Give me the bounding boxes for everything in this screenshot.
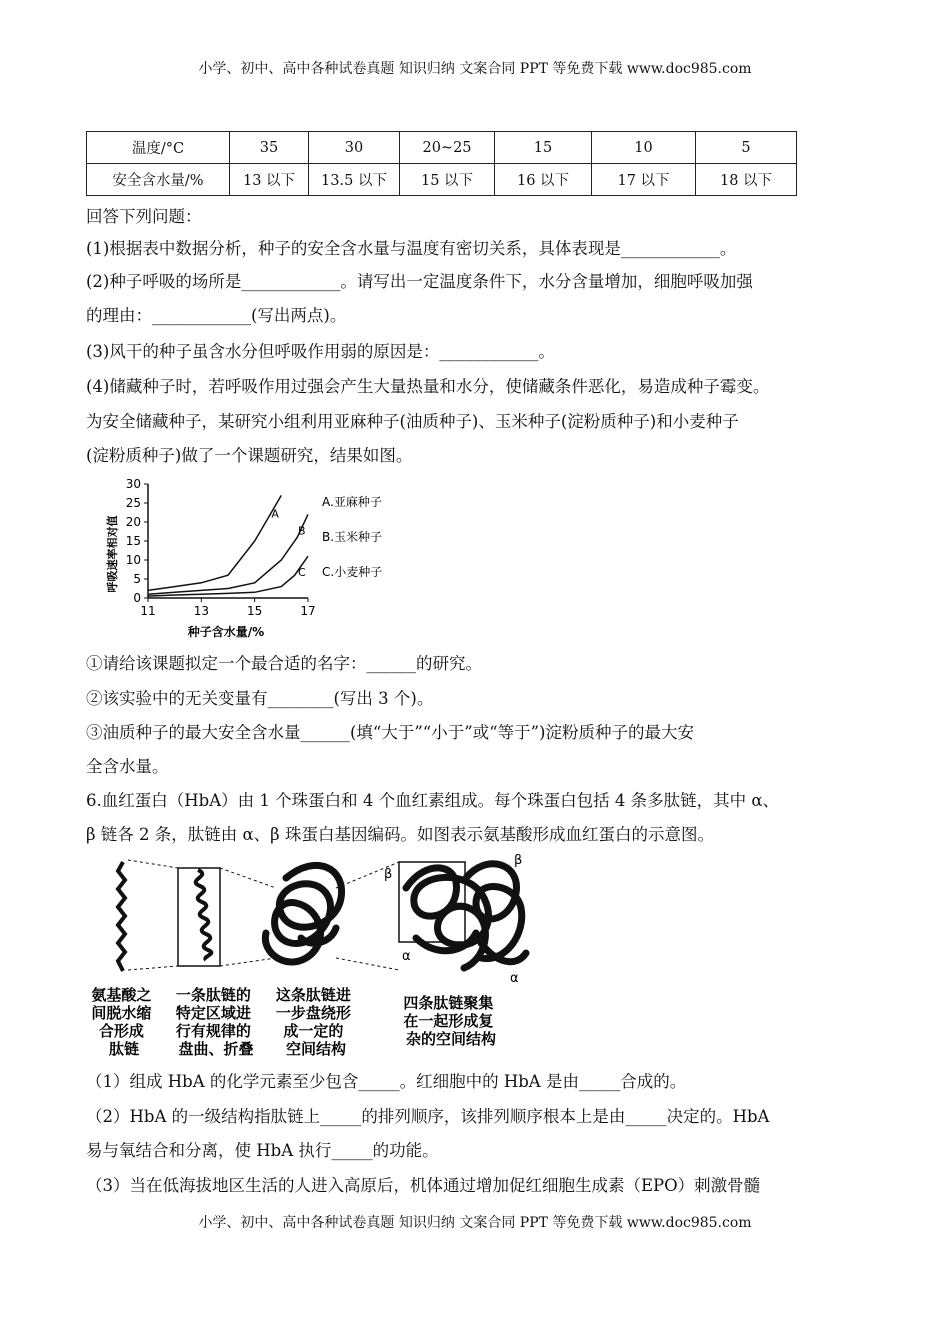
table-cell: 13.5 以下 <box>309 164 400 196</box>
table-cell: 18 以下 <box>696 164 797 196</box>
respiration-chart <box>86 476 426 642</box>
legend-entry: B.玉米种子 <box>322 530 383 544</box>
table-cell: 10 <box>592 132 696 164</box>
text-line: 的理由：____________(写出两点)。 <box>86 306 347 325</box>
text-line: 易与氧结合和分离，使 HbA 执行_____的功能。 <box>86 1141 439 1160</box>
page-footer: 小学、初中、高中各种试卷真题 知识归纳 文案合同 PPT 等免费下载 www.doc985.com <box>198 1215 752 1231</box>
projection-line <box>336 958 399 970</box>
text-line: (淀粉质种子)做了一个课题研究，结果如图。 <box>86 446 413 465</box>
question-1: (1)根据表中数据分析，种子的安全含水量与温度有密切关系，具体表现是____________。 <box>86 239 737 258</box>
projection-line <box>128 966 178 970</box>
text-line: 回答下列问题： <box>86 207 202 226</box>
table-cell: 30 <box>309 132 400 164</box>
projection-line <box>220 958 276 966</box>
quaternary-fold <box>406 864 526 968</box>
question-6-3: （3）当在低海拔地区生活的人进入高原后，机体通过增加促红细胞生成素（EPO）刺激骨髓 <box>86 1176 761 1195</box>
question-2: (2)种子呼吸的场所是____________。请写出一定温度条件下，水分含量增加，细胞呼吸加强 <box>86 272 753 291</box>
question-6: 6.血红蛋白（HbA）由 1 个珠蛋白和 4 个血红素组成。每个珠蛋白包括 4 条多肽链，其中 α、 <box>86 791 779 810</box>
table-cell: 17 以下 <box>592 164 696 196</box>
y-axis-label: 呼吸速率相对值 <box>106 515 119 593</box>
page-header: 小学、初中、高中各种试卷真题 知识归纳 文案合同 PPT 等免费下载 www.doc985.com <box>198 61 752 77</box>
text-line: 全含水量。 <box>86 757 169 776</box>
tertiary-fold <box>265 865 341 962</box>
x-tick-label: 15 <box>247 604 263 618</box>
y-tick-label: 10 <box>125 553 141 567</box>
legend-entry: A.亚麻种子 <box>322 495 382 509</box>
question-6-1: （1）组成 HbA 的化学元素至少包含_____。红细胞中的 HbA 是由_____合成的。 <box>86 1072 687 1091</box>
text-line: 为安全储藏种子，某研究小组利用亚麻种子(油质种子)、玉米种子(淀粉质种子)和小麦种子 <box>86 412 739 431</box>
text-line: β 链各 2 条，肽链由 α、β 珠蛋白基因编码。如图表示氨基酸形成血红蛋白的示意图。 <box>86 825 714 844</box>
legend-entry: C.小麦种子 <box>322 565 383 579</box>
peptide-chain <box>118 862 125 971</box>
row-label: 温度/°C <box>87 132 230 164</box>
x-tick-label: 11 <box>140 604 156 618</box>
table-row <box>87 132 797 164</box>
table-row <box>87 164 797 196</box>
alpha-label: α <box>402 949 411 964</box>
sub-question-2: ②该实验中的无关变量有________(写出 3 个)。 <box>86 689 434 708</box>
hemoglobin-diagram <box>86 848 546 1060</box>
series-line-A <box>148 495 281 590</box>
curve-label: A <box>271 507 279 521</box>
curve-label: C <box>298 566 306 580</box>
y-tick-label: 15 <box>125 534 141 548</box>
question-6-2: （2）HbA 的一级结构指肽链上_____的排列顺序，该排列顺序根本上是由_____决定的。HbA <box>86 1107 770 1126</box>
y-tick-label: 30 <box>125 477 141 491</box>
y-tick-label: 5 <box>133 572 141 586</box>
x-tick-label: 13 <box>193 604 209 618</box>
table-cell: 15 以下 <box>400 164 495 196</box>
caption-stage2: 一条肽链的 特定区域进 行有规律的 盘曲、折叠 <box>175 986 254 1058</box>
sub-question-1: ①请给该课题拟定一个最合适的名字：______的研究。 <box>86 654 482 673</box>
series-line-C <box>148 556 308 596</box>
alpha-label: α <box>510 971 519 986</box>
alpha-helix <box>196 870 212 960</box>
table-cell: 35 <box>230 132 309 164</box>
y-tick-label: 0 <box>133 591 141 605</box>
curve-label: B <box>298 524 306 538</box>
y-tick-label: 25 <box>125 496 141 510</box>
table-cell: 15 <box>495 132 592 164</box>
table-cell: 13 以下 <box>230 164 309 196</box>
table-cell: 20~25 <box>400 132 495 164</box>
table-cell: 16 以下 <box>495 164 592 196</box>
caption-stage3: 这条肽链进 一步盘绕形 成一定的 空间结构 <box>275 986 351 1058</box>
series-line-B <box>148 514 308 594</box>
x-axis-label: 种子含水量/% <box>187 625 265 639</box>
beta-label: β <box>384 867 393 882</box>
projection-line <box>220 868 276 888</box>
table-cell: 5 <box>696 132 797 164</box>
x-tick-label: 17 <box>300 604 316 618</box>
beta-label: β <box>514 853 523 868</box>
caption-stage4: 四条肽链聚集 在一起形成复 杂的空间结构 <box>403 994 497 1048</box>
y-tick-label: 20 <box>125 515 141 529</box>
safe-water-table <box>86 131 797 196</box>
caption-stage1: 氨基酸之 间脱水缩 合形成 肽链 <box>91 986 152 1058</box>
question-4: (4)储藏种子时，若呼吸作用过强会产生大量热量和水分，使储藏条件恶化，易造成种子霉变。 <box>86 377 770 396</box>
projection-line <box>128 860 178 868</box>
row-label: 安全含水量/% <box>87 164 230 196</box>
question-3: (3)风干的种子虽含水分但呼吸作用弱的原因是：____________。 <box>86 342 555 361</box>
sub-question-3: ③油质种子的最大安全含水量______(填“大于”“小于”或“等于”)淀粉质种子的最大安 <box>86 723 694 742</box>
